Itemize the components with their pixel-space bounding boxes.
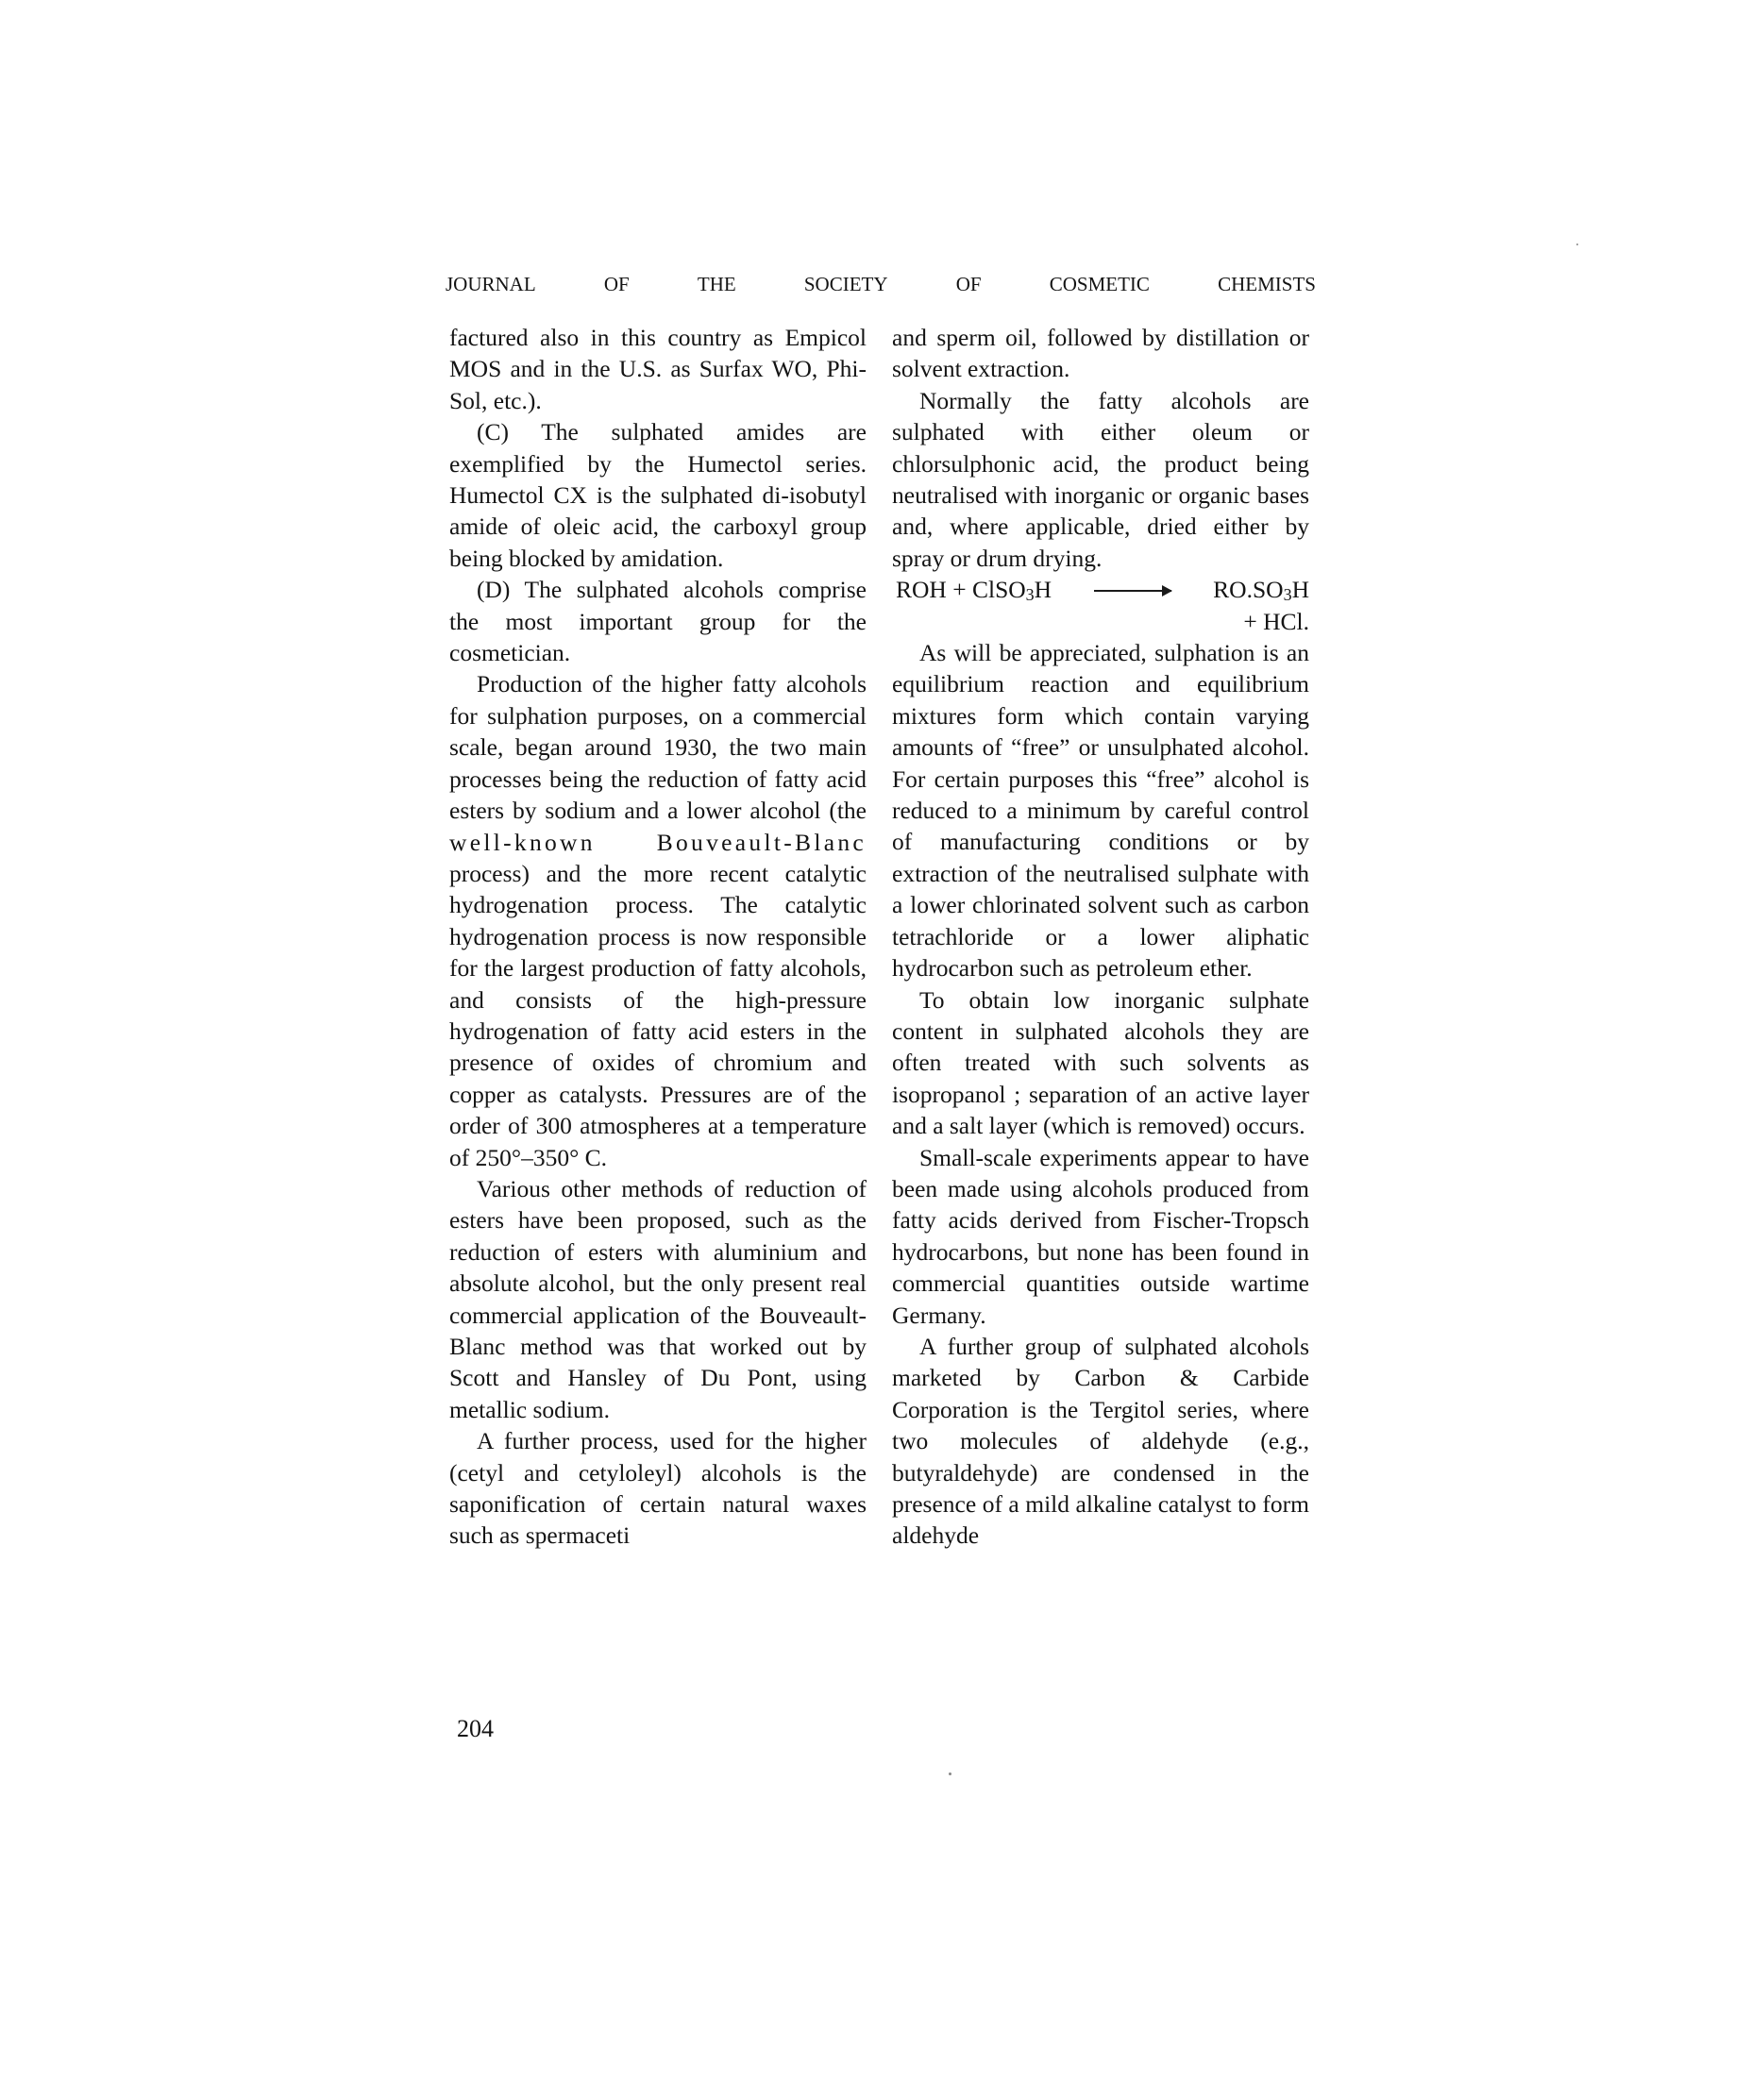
chemical-equation-continuation xyxy=(892,606,1309,637)
paragraph: To obtain low inorganic sulphate content in sulphated alcohols they are often treated with such solvents as isopropanol ; separation of an active layer and a salt layer (which is removed) occurs. xyxy=(892,985,1309,1140)
page-number: 204 xyxy=(457,1715,494,1742)
equation-products xyxy=(1213,574,1309,605)
paragraph: and sperm oil, followed by distillation or solvent extraction. xyxy=(892,324,1309,383)
paragraph: (C) The sulphated amides are exemplified by the Humectol series. Humectol CX is the sulphated di-isobutyl amide of oleic acid, the carboxyl group being blocked by amidation. xyxy=(449,418,867,572)
header-word: CHEMISTS xyxy=(1218,272,1316,295)
equation-text: + HCl. xyxy=(1243,607,1309,635)
scan-speck xyxy=(949,1772,951,1775)
equation-text: ROH + ClSO xyxy=(896,576,1026,604)
paragraph: factured also in this country as Empicol MOS and in the U.S. as Surfax WO, Phi-Sol, etc.). xyxy=(449,324,867,414)
paragraph-text: Production of the higher fatty alcohols for sulphation purposes, on a commercial scale, began around 1930, the two main processes being the reduction of fatty acid esters by sodium and a lower alcohol (the xyxy=(449,670,867,825)
equation-reactants xyxy=(896,574,1052,605)
equation-text: H xyxy=(1291,576,1309,604)
right-column xyxy=(892,322,1309,1552)
running-header xyxy=(446,271,1316,297)
equation-subscript: 3 xyxy=(1283,585,1292,605)
paragraph: (D) The sulphated alcohols comprise the most important group for the cosmetician. xyxy=(449,576,867,667)
header-word: COSMETIC xyxy=(1049,272,1150,295)
paragraph: A further process, used for the higher (cetyl and cetyloleyl) alcohols is the saponification of certain natural waxes such as spermaceti xyxy=(449,1427,867,1550)
header-word: OF xyxy=(603,272,630,295)
header-word: JOURNAL xyxy=(446,272,536,295)
equation-subscript: 3 xyxy=(1025,585,1035,605)
paragraph xyxy=(449,668,867,1173)
left-column xyxy=(449,322,867,1552)
letterspaced-text: well-known Bouveault-Blanc xyxy=(449,828,867,856)
paragraph: A further group of sulphated alcohols marketed by Carbon & Carbide Corporation is the Tergitol series, where two molecules of aldehyde (e.g., butyraldehyde) are condensed in the presence of a mild alkaline catalyst to form aldehyde xyxy=(892,1332,1309,1550)
paragraph: Normally the fatty alcohols are sulphated with either oleum or chlorsulphonic acid, the product being neutralised with inorganic or organic bases and, where applicable, dried either by spray or drum drying. xyxy=(892,386,1309,572)
paragraph: Small-scale experiments appear to have been made using alcohols produced from fatty acids derived from Fischer-Tropsch hydrocarbons, but none has been found in commercial quantities outside wartime Germany. xyxy=(892,1143,1309,1329)
header-word: SOCIETY xyxy=(803,272,888,295)
paragraph-text: process) and the more recent catalytic hydrogenation process. The catalytic hydrogenation process is now responsible for the largest production of fatty alcohols, and consists of the high-pressure hydrogenation of fatty acid esters in the presence of oxides of chromium and copper as catalysts. Pressures are of the order of 300 atmospheres at a temperature of 250°–350° C. xyxy=(449,859,867,1171)
scan-speck xyxy=(1576,244,1578,245)
equation-text: RO.SO xyxy=(1213,576,1284,604)
equation-text: H xyxy=(1034,576,1052,604)
reaction-arrow-icon xyxy=(1094,590,1171,592)
paragraph: As will be appreciated, sulphation is an equilibrium reaction and equilibrium mixtures form which contain varying amounts of “free” or unsulphated alcohol. For certain purposes this “free” alcohol is reduced to a minimum by careful control of manufacturing conditions or by extraction of the neutralised sulphate with a lower chlorinated solvent such as carbon tetrachloride or a lower aliphatic hydrocarbon such as petroleum ether. xyxy=(892,639,1309,983)
paragraph: Various other methods of reduction of esters have been proposed, such as the reduction of esters with aluminium and absolute alcohol, but the only present real commercial application of the Bouveault-Blanc method was that worked out by Scott and Hansley of Du Pont, using metallic sodium. xyxy=(449,1174,867,1423)
header-word: OF xyxy=(955,272,982,295)
header-word: THE xyxy=(697,272,736,295)
chemical-equation xyxy=(892,574,1309,605)
